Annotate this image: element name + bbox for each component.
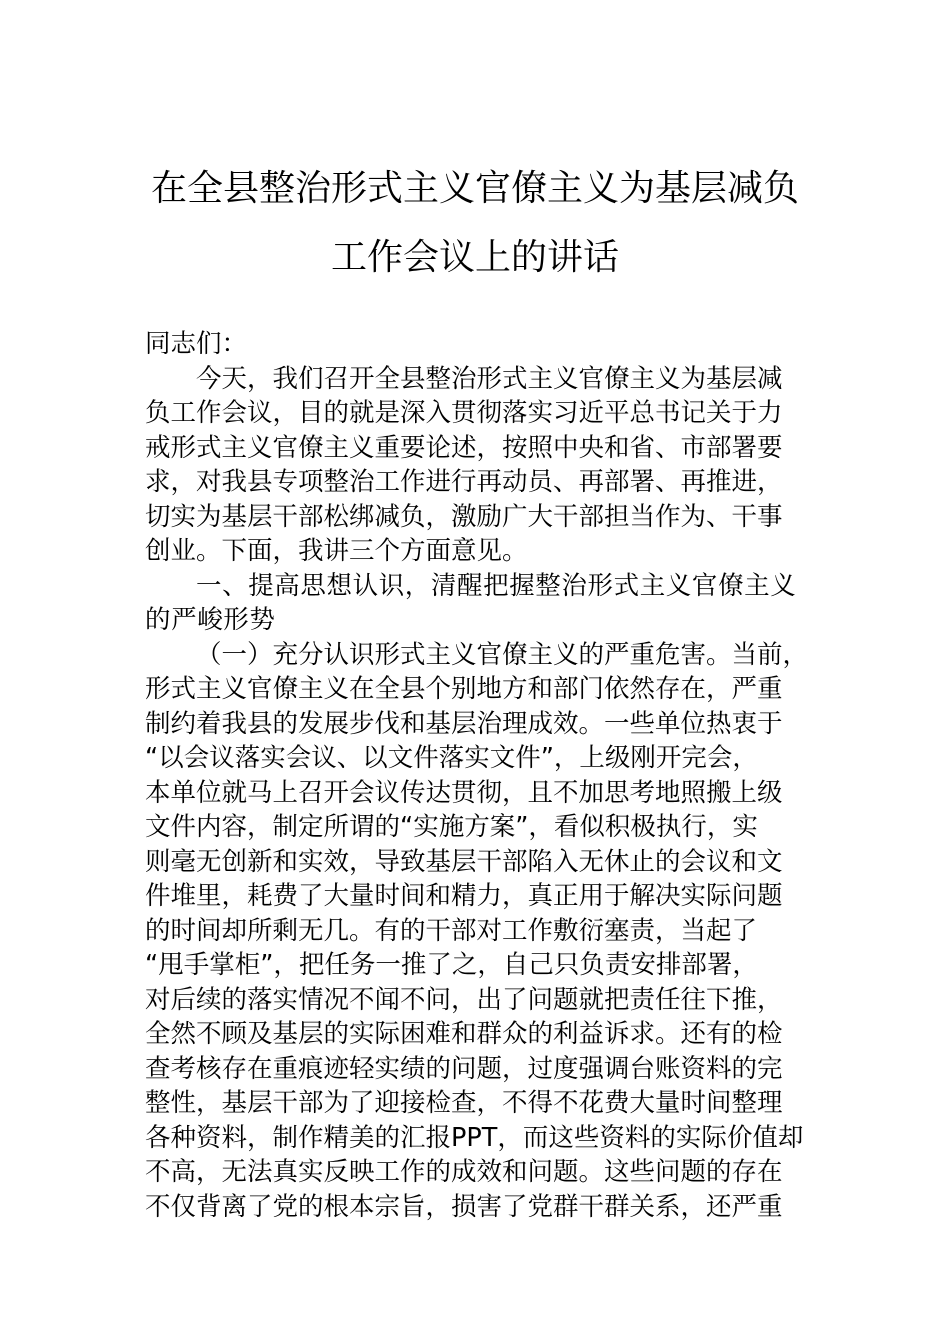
paragraph-line: 创业。下面，我讲三个方面意见。 bbox=[145, 536, 528, 566]
paragraph-line: 查考核存在重痕迹轻实绩的问题，过度强调台账资料的完 bbox=[145, 1053, 783, 1084]
paragraph-line: 负工作会议，目的就是深入贯彻落实习近平总书记关于力 bbox=[145, 398, 783, 428]
document-body bbox=[145, 327, 835, 1224]
paragraph-line: （一）充分认识形式主义官僚主义的严重危害。当前， bbox=[196, 639, 809, 670]
salutation: 同志们： bbox=[145, 329, 248, 359]
paragraph-line: “以会议落实会议、以文件落实文件”，上级刚开完会， bbox=[145, 743, 758, 773]
paragraph-line: 则毫无创新和实效，导致基层干部陷入无休止的会议和文 bbox=[145, 846, 783, 877]
paragraph-line: 不高，无法真实反映工作的成效和问题。这些问题的存在 bbox=[145, 1157, 783, 1187]
section-heading-line: 的严峻形势 bbox=[145, 605, 276, 635]
paragraph-line: 的时间却所剩无几。有的干部对工作敷衍塞责，当起了 bbox=[145, 915, 758, 946]
paragraph-line: 件堆里，耗费了大量时间和精力，真正用于解决实际问题 bbox=[145, 881, 783, 911]
paragraph-line: 形式主义官僚主义在全县个别地方和部门依然存在，严重 bbox=[145, 674, 783, 704]
paragraph-line: 全然不顾及基层的实际困难和群众的利益诉求。还有的检 bbox=[145, 1019, 783, 1049]
paragraph-line: 各种资料，制作精美的汇报PPT，而这些资料的实际价值却 bbox=[145, 1122, 804, 1153]
paragraph-line: 制约着我县的发展步伐和基层治理成效。一些单位热衷于 bbox=[145, 708, 783, 739]
paragraph-line: 切实为基层干部松绑减负，激励广大干部担当作为、干事 bbox=[145, 501, 783, 532]
document-title-line-1: 在全县整治形式主义官僚主义为基层减负 bbox=[150, 168, 799, 209]
paragraph-line: “甩手掌柜”，把任务一推了之，自己只负责安排部署， bbox=[145, 950, 758, 980]
paragraph-line: 对后续的落实情况不闻不问，出了问题就把责任往下推， bbox=[145, 984, 783, 1015]
section-heading-line: 一、提高思想认识，清醒把握整治形式主义官僚主义 bbox=[196, 570, 797, 601]
paragraph-line: 文件内容，制定所谓的“实施方案”，看似积极执行，实 bbox=[145, 812, 758, 842]
paragraph-line: 整性，基层干部为了迎接检查，不得不花费大量时间整理 bbox=[145, 1088, 783, 1118]
paragraph-line: 本单位就马上召开会议传达贯彻，且不加思考地照搬上级 bbox=[145, 777, 783, 808]
document-title-line-2: 工作会议上的讲话 bbox=[330, 237, 619, 278]
paragraph-line: 戒形式主义官僚主义重要论述，按照中央和省、市部署要 bbox=[145, 432, 783, 463]
paragraph-line: 不仅背离了党的根本宗旨，损害了党群干群关系，还严重 bbox=[145, 1191, 783, 1222]
paragraph-line: 今天，我们召开全县整治形式主义官僚主义为基层减 bbox=[196, 363, 783, 394]
paragraph-line: 求，对我县专项整治工作进行再动员、再部署、再推进， bbox=[145, 467, 783, 497]
